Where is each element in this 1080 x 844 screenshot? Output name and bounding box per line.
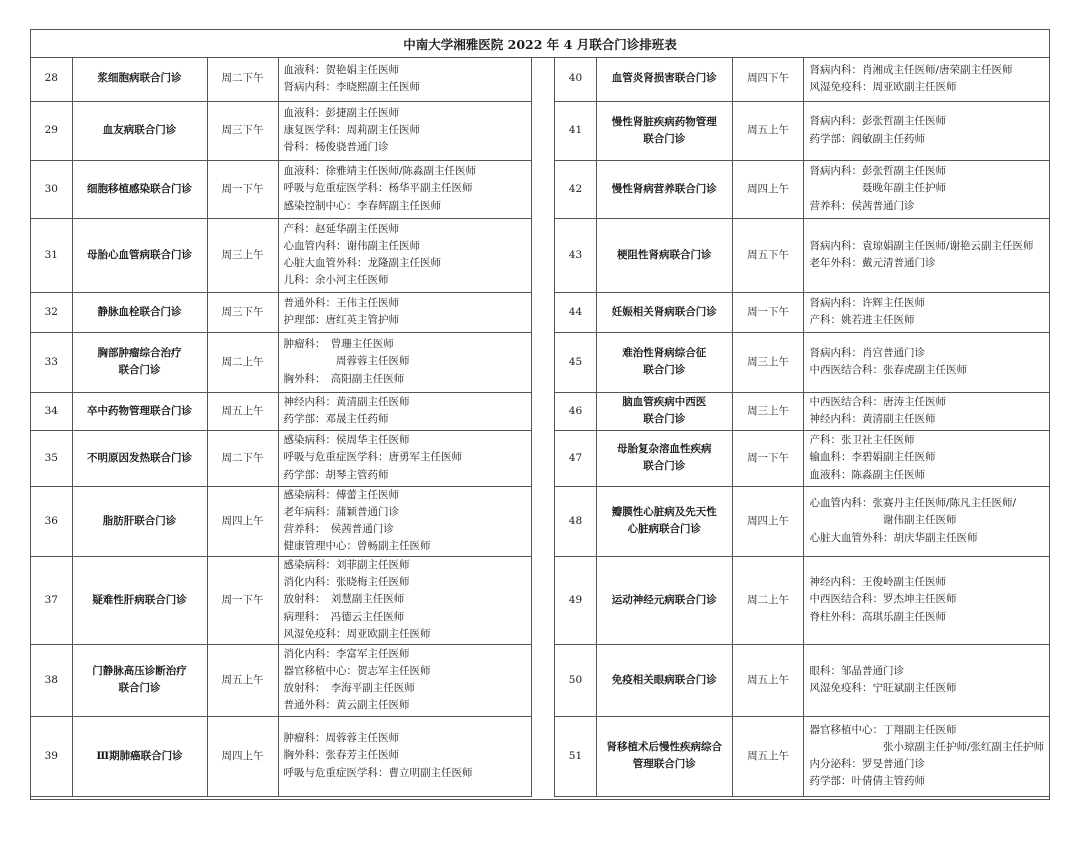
doctor-line: 药学部：胡琴主管药师 bbox=[283, 468, 389, 481]
doctor-line: 心脏大血管外科：龙隆副主任医师 bbox=[283, 257, 441, 269]
doctor-line: 感染病科：刘菲副主任医师 bbox=[283, 558, 410, 571]
table-row bbox=[31, 392, 531, 430]
clinic-doctors bbox=[804, 392, 1049, 430]
clinic-name: Ⅲ期肺癌联合门诊 bbox=[72, 716, 207, 796]
clinic-number: 51 bbox=[555, 716, 597, 796]
clinic-doctors bbox=[278, 486, 531, 556]
doctor-line: 骨科：杨俊骁普通门诊 bbox=[283, 141, 389, 154]
doctor-line: 神经内科：黄清副主任医师 bbox=[283, 395, 410, 408]
clinic-doctors bbox=[278, 332, 531, 392]
doctor-line: 血液科：贺艳娟主任医师 bbox=[283, 63, 399, 76]
clinic-name: 不明原因发热联合门诊 bbox=[72, 430, 207, 486]
doctor-line: 药学部：邓晟主任药师 bbox=[283, 413, 389, 425]
clinic-doctors bbox=[804, 292, 1049, 332]
schedule-table-right bbox=[554, 57, 1049, 797]
clinic-name: 慢性肾脏疾病药物管理 联合门诊 bbox=[596, 101, 732, 160]
doctor-line: 营养科：侯茜普通门诊 bbox=[809, 199, 915, 212]
table-row bbox=[555, 486, 1050, 556]
clinic-name: 免疫相关眼病联合门诊 bbox=[596, 644, 732, 716]
clinic-time: 周五上午 bbox=[732, 716, 804, 796]
doctor-line: 血液科：陈淼副主任医师 bbox=[809, 468, 925, 481]
doctor-line: 感染控制中心：李春辉副主任医师 bbox=[283, 199, 441, 212]
table-row bbox=[31, 556, 531, 644]
doctor-line: 内分泌科：罗旻普通门诊 bbox=[809, 758, 925, 770]
clinic-doctors bbox=[804, 430, 1049, 486]
clinic-doctors bbox=[804, 556, 1049, 644]
clinic-time: 周五上午 bbox=[732, 101, 804, 160]
clinic-number: 37 bbox=[31, 556, 72, 644]
doctor-line: 中西医结合科：张春虎副主任医师 bbox=[809, 364, 967, 376]
clinic-number: 46 bbox=[555, 392, 597, 430]
doctor-line: 神经内科：黄清副主任医师 bbox=[809, 413, 936, 425]
clinic-number: 43 bbox=[555, 218, 597, 292]
clinic-name: 母胎心血管病联合门诊 bbox=[72, 218, 207, 292]
doctor-line: 谢伟副主任医师 bbox=[809, 514, 957, 527]
doctor-line: 聂晚年副主任护师 bbox=[809, 182, 946, 195]
clinic-name: 疑难性肝病联合门诊 bbox=[72, 556, 207, 644]
doctor-line: 心血管内科：张赛丹主任医师/陈凡主任医师/ bbox=[809, 497, 1017, 510]
doctor-line: 肿瘤科：周蓉蓉主任医师 bbox=[283, 732, 399, 745]
clinic-name: 梗阻性肾病联合门诊 bbox=[596, 218, 732, 292]
doctor-line: 放射科： 李海平副主任医师 bbox=[283, 682, 415, 694]
doctor-line: 肾病内科：许辉主任医师 bbox=[809, 296, 925, 309]
doctor-line: 输血科：李碧娟副主任医师 bbox=[809, 451, 936, 464]
clinic-time: 周三上午 bbox=[732, 392, 804, 430]
clinic-name: 瓣膜性心脏病及先天性 心脏病联合门诊 bbox=[596, 486, 732, 556]
schedule-title: 中南大学湘雅医院 2022 年 4 月联合门诊排班表 bbox=[31, 30, 1049, 58]
table-row bbox=[555, 644, 1050, 716]
clinic-doctors bbox=[278, 160, 531, 218]
doctor-line: 消化内科：张晓梅主任医师 bbox=[283, 576, 410, 589]
doctor-line: 放射科： 刘慧副主任医师 bbox=[283, 593, 405, 606]
clinic-number: 36 bbox=[31, 486, 72, 556]
schedule-sheet bbox=[30, 29, 1050, 800]
doctor-line: 肾病内科：肖湘成主任医师/唐荣副主任医师 bbox=[809, 63, 1013, 76]
table-row bbox=[31, 292, 531, 332]
table-row bbox=[555, 101, 1050, 160]
doctor-line: 肿瘤科： 曾珊主任医师 bbox=[283, 338, 394, 351]
table-row bbox=[31, 486, 531, 556]
clinic-doctors bbox=[278, 57, 531, 101]
table-row bbox=[31, 332, 531, 392]
doctor-line: 老年病科：蒲颖普通门诊 bbox=[283, 505, 399, 518]
clinic-time: 周四下午 bbox=[732, 57, 804, 101]
doctor-line: 康复医学科：周莉副主任医师 bbox=[283, 123, 420, 136]
clinic-time: 周三下午 bbox=[207, 292, 278, 332]
doctor-line: 风湿免疫科：宁旺斌副主任医师 bbox=[809, 682, 957, 694]
clinic-number: 30 bbox=[31, 160, 72, 218]
clinic-doctors bbox=[278, 292, 531, 332]
clinic-doctors bbox=[804, 101, 1049, 160]
table-row bbox=[555, 392, 1050, 430]
clinic-doctors bbox=[278, 716, 531, 796]
doctor-line: 普通外科：王伟主任医师 bbox=[283, 296, 399, 309]
doctor-line: 周蓉蓉主任医师 bbox=[283, 355, 410, 368]
doctor-line: 护理部：唐红英主管护师 bbox=[283, 314, 399, 326]
clinic-number: 28 bbox=[31, 57, 72, 101]
clinic-doctors bbox=[804, 644, 1049, 716]
doctor-line: 呼吸与危重症医学科：曹立明副主任医师 bbox=[283, 766, 473, 779]
clinic-doctors bbox=[278, 218, 531, 292]
doctor-line: 儿科：余小河主任医师 bbox=[283, 274, 389, 287]
clinic-doctors bbox=[804, 218, 1049, 292]
clinic-name: 肾移植术后慢性疾病综合 管理联合门诊 bbox=[596, 716, 732, 796]
doctor-line: 心脏大血管外科：胡庆华副主任医师 bbox=[809, 531, 978, 544]
clinic-time: 周一下午 bbox=[207, 556, 278, 644]
clinic-number: 31 bbox=[31, 218, 72, 292]
clinic-number: 32 bbox=[31, 292, 72, 332]
clinic-number: 50 bbox=[555, 644, 597, 716]
clinic-name: 运动神经元病联合门诊 bbox=[596, 556, 732, 644]
clinic-doctors bbox=[804, 160, 1049, 218]
clinic-time: 周二下午 bbox=[207, 57, 278, 101]
doctor-line: 感染病科：傅蕾主任医师 bbox=[283, 488, 399, 501]
table-row bbox=[31, 160, 531, 218]
clinic-number: 42 bbox=[555, 160, 597, 218]
doctor-line: 病理科： 冯德云主任医师 bbox=[283, 610, 405, 623]
doctor-line: 肾病内科：彭张哲副主任医师 bbox=[809, 165, 946, 178]
clinic-name: 脑血管疾病中西医 联合门诊 bbox=[596, 392, 732, 430]
clinic-name: 门静脉高压诊断治疗 联合门诊 bbox=[72, 644, 207, 716]
doctor-line: 呼吸与危重症医学科：唐勇军主任医师 bbox=[283, 451, 462, 464]
clinic-name: 血友病联合门诊 bbox=[72, 101, 207, 160]
doctor-line: 感染病科：侯周华主任医师 bbox=[283, 434, 410, 447]
doctor-line: 眼科：邹晶普通门诊 bbox=[809, 664, 904, 677]
clinic-number: 38 bbox=[31, 644, 72, 716]
clinic-doctors bbox=[804, 486, 1049, 556]
clinic-time: 周五上午 bbox=[207, 392, 278, 430]
clinic-doctors bbox=[278, 556, 531, 644]
table-row bbox=[31, 644, 531, 716]
clinic-name: 慢性肾病营养联合门诊 bbox=[596, 160, 732, 218]
clinic-time: 周四上午 bbox=[207, 486, 278, 556]
doctor-line: 普通外科：黄云副主任医师 bbox=[283, 699, 410, 712]
doctor-line: 消化内科：李富军主任医师 bbox=[283, 647, 410, 660]
doctor-line: 呼吸与危重症医学科：杨华平副主任医师 bbox=[283, 182, 473, 195]
table-row bbox=[555, 57, 1050, 101]
clinic-time: 周五下午 bbox=[732, 218, 804, 292]
doctor-line: 胸外科：张春芳主任医师 bbox=[283, 749, 399, 762]
table-row bbox=[31, 430, 531, 486]
doctor-line: 产科：赵延华副主任医师 bbox=[283, 222, 399, 235]
clinic-doctors bbox=[804, 57, 1049, 101]
doctor-line: 器官移植中心：丁翔副主任医师 bbox=[809, 723, 957, 736]
doctor-line: 血液科：彭捷副主任医师 bbox=[283, 106, 399, 119]
clinic-time: 周三上午 bbox=[207, 218, 278, 292]
clinic-number: 44 bbox=[555, 292, 597, 332]
clinic-number: 47 bbox=[555, 430, 597, 486]
doctor-line: 营养科： 侯茜普通门诊 bbox=[283, 523, 394, 535]
table-row bbox=[31, 218, 531, 292]
doctor-line: 老年外科：戴元清普通门诊 bbox=[809, 257, 936, 269]
clinic-name: 难治性肾病综合征 联合门诊 bbox=[596, 332, 732, 392]
clinic-time: 周四上午 bbox=[207, 716, 278, 796]
clinic-time: 周一下午 bbox=[732, 430, 804, 486]
clinic-doctors bbox=[804, 716, 1049, 796]
doctor-line: 肾病内科：李晓熙副主任医师 bbox=[283, 80, 420, 93]
clinic-doctors bbox=[278, 101, 531, 160]
clinic-time: 周三下午 bbox=[207, 101, 278, 160]
clinic-name: 静脉血栓联合门诊 bbox=[72, 292, 207, 332]
table-row bbox=[31, 57, 531, 101]
doctor-line: 健康管理中心：曾畅副主任医师 bbox=[283, 540, 431, 553]
clinic-doctors bbox=[804, 332, 1049, 392]
clinic-name: 妊娠相关肾病联合门诊 bbox=[596, 292, 732, 332]
table-row bbox=[31, 716, 531, 796]
clinic-doctors bbox=[278, 644, 531, 716]
doctor-line: 张小琼副主任护师/张红副主任护师 bbox=[809, 740, 1045, 753]
clinic-name: 卒中药物管理联合门诊 bbox=[72, 392, 207, 430]
table-row bbox=[555, 430, 1050, 486]
doctor-line: 器官移植中心：贺志军主任医师 bbox=[283, 664, 431, 677]
doctor-line: 产科：姚若进主任医师 bbox=[809, 314, 915, 326]
doctor-line: 胸外科： 高阳副主任医师 bbox=[283, 372, 405, 385]
doctor-line: 风湿免疫科：周亚欧副主任医师 bbox=[283, 627, 431, 640]
clinic-number: 49 bbox=[555, 556, 597, 644]
clinic-doctors bbox=[278, 392, 531, 430]
table-row bbox=[555, 332, 1050, 392]
table-row bbox=[555, 556, 1050, 644]
clinic-doctors bbox=[278, 430, 531, 486]
clinic-time: 周五上午 bbox=[207, 644, 278, 716]
clinic-time: 周四上午 bbox=[732, 486, 804, 556]
doctor-line: 风湿免疫科：周亚欧副主任医师 bbox=[809, 80, 957, 93]
clinic-name: 浆细胞病联合门诊 bbox=[72, 57, 207, 101]
clinic-number: 29 bbox=[31, 101, 72, 160]
clinic-time: 周五上午 bbox=[732, 644, 804, 716]
clinic-number: 33 bbox=[31, 332, 72, 392]
schedule-right-column bbox=[554, 57, 1049, 797]
clinic-number: 41 bbox=[555, 101, 597, 160]
table-row bbox=[555, 716, 1050, 796]
clinic-time: 周一下午 bbox=[732, 292, 804, 332]
clinic-number: 34 bbox=[31, 392, 72, 430]
clinic-time: 周一下午 bbox=[207, 160, 278, 218]
doctor-line: 神经内科：王俊岭副主任医师 bbox=[809, 576, 946, 589]
table-row bbox=[31, 101, 531, 160]
doctor-line: 肾病内科：彭张哲副主任医师 bbox=[809, 115, 946, 128]
clinic-time: 周二上午 bbox=[207, 332, 278, 392]
clinic-time: 周二上午 bbox=[732, 556, 804, 644]
schedule-left-column bbox=[31, 57, 532, 797]
table-row bbox=[555, 292, 1050, 332]
clinic-time: 周四上午 bbox=[732, 160, 804, 218]
clinic-number: 35 bbox=[31, 430, 72, 486]
doctor-line: 产科：张卫社主任医师 bbox=[809, 434, 915, 447]
doctor-line: 肾病内科：肖宫普通门诊 bbox=[809, 346, 925, 359]
table-row bbox=[555, 160, 1050, 218]
clinic-name: 胸部肿瘤综合治疗 联合门诊 bbox=[72, 332, 207, 392]
table-row bbox=[555, 218, 1050, 292]
clinic-number: 39 bbox=[31, 716, 72, 796]
clinic-time: 周三上午 bbox=[732, 332, 804, 392]
clinic-name: 母胎复杂溶血性疾病 联合门诊 bbox=[596, 430, 732, 486]
clinic-time: 周二下午 bbox=[207, 430, 278, 486]
clinic-name: 脂肪肝联合门诊 bbox=[72, 486, 207, 556]
doctor-line: 中西医结合科：唐涛主任医师 bbox=[809, 395, 946, 408]
doctor-line: 血液科：徐雅靖主任医师/陈淼副主任医师 bbox=[283, 165, 477, 178]
doctor-line: 中西医结合科：罗杰坤主任医师 bbox=[809, 593, 957, 606]
doctor-line: 药学部：阎敏副主任药师 bbox=[809, 132, 925, 145]
clinic-number: 48 bbox=[555, 486, 597, 556]
schedule-table-left bbox=[31, 57, 532, 797]
clinic-number: 45 bbox=[555, 332, 597, 392]
doctor-line: 脊柱外科：高琪乐副主任医师 bbox=[809, 610, 946, 623]
doctor-line: 心血管内科：谢伟副主任医师 bbox=[283, 239, 420, 252]
clinic-name: 血管炎肾损害联合门诊 bbox=[596, 57, 732, 101]
doctor-line: 肾病内科：袁琼娟副主任医师/谢艳云副主任医师 bbox=[809, 239, 1034, 252]
doctor-line: 药学部：叶倩倩主管药师 bbox=[809, 775, 925, 788]
clinic-number: 40 bbox=[555, 57, 597, 101]
clinic-name: 细胞移植感染联合门诊 bbox=[72, 160, 207, 218]
